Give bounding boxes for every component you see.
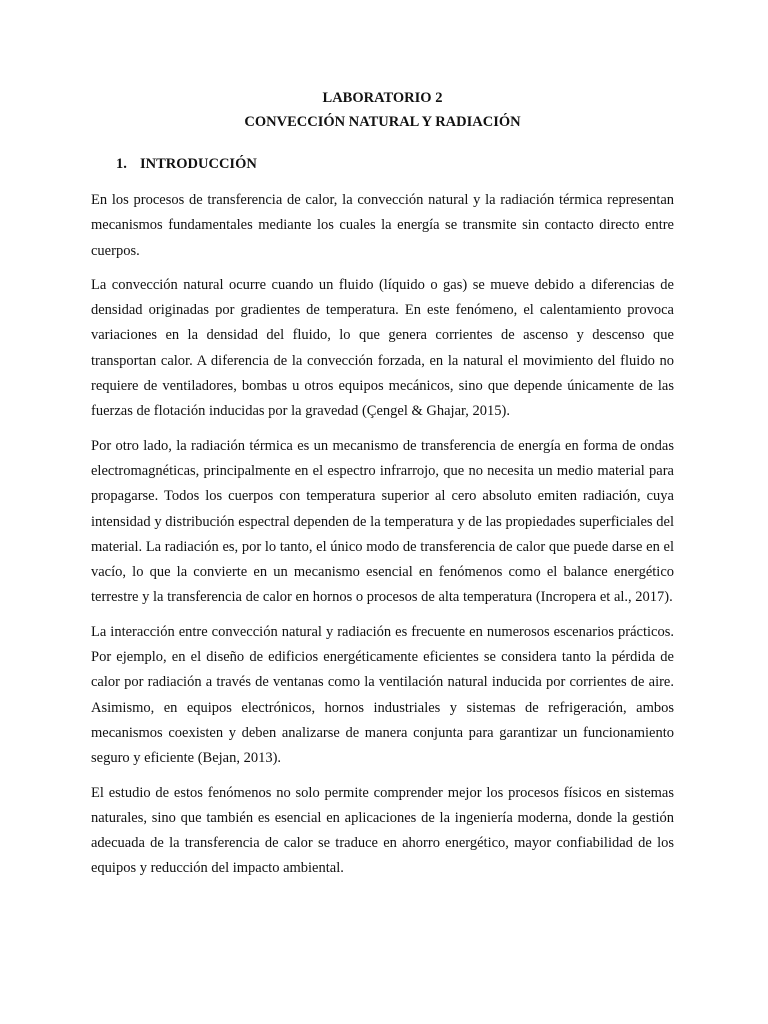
paragraph: La convección natural ocurre cuando un fluido (líquido o gas) se mueve debido a diferencias de densidad originadas por gradientes de temperatura. En este fenómeno, el calentamiento provoca variaciones en la densidad del fluido, lo que genera corrientes de ascenso y descenso que transportan calor. A diferencia de la convección forzada, en la natural el movimiento del fluido no requiere de ventiladores, bombas u otros equipos mecánicos, sino que depende únicamente de las fuerzas de flotación inducidas por la gravedad (Çengel & Ghajar, 2015). bbox=[91, 276, 674, 420]
paragraph: La interacción entre convección natural y radiación es frecuente en numerosos escenarios prácticos. Por ejemplo, en el diseño de edificios energéticamente eficientes se considera tanto la pérdida de calor por radiación a través de ventanas como la ventilación natural inducida por corrientes de aire. Asimismo, en equipos electrónicos, hornos industriales y sistemas de refrigeración, ambos mecanismos coexisten y deben analizarse de manera conjunta para garantizar un funcionamiento seguro y eficiente (Bejan, 2013). bbox=[91, 623, 674, 767]
document-subtitle: CONVECCIÓN NATURAL Y RADIACIÓN bbox=[244, 114, 521, 130]
paragraph: Por otro lado, la radiación térmica es un mecanismo de transferencia de energía en forma de ondas electromagnéticas, principalmente en el espectro infrarrojo, que no necesita un medio material para propagarse. Todos los cuerpos con temperatura superior al cero absoluto emiten radiación, cuya intensidad y distribución espectral dependen de la temperatura y de las propiedades superficiales del material. La radiación es, por lo tanto, el único modo de transferencia de calor que puede darse en el vacío, lo que la convierte en un mecanismo esencial en fenómenos como el balance energético terrestre y la transferencia de calor en hornos o procesos de alta temperatura (Incropera et al., 2017). bbox=[91, 437, 674, 606]
body-text bbox=[91, 188, 674, 882]
paragraph: El estudio de estos fenómenos no solo permite comprender mejor los procesos físicos en sistemas naturales, sino que también es esencial en aplicaciones de la ingeniería moderna, donde la gestión adecuada de la transferencia de calor se traduce en ahorro energético, mayor confiabilidad de los equipos y reducción del impacto ambiental. bbox=[91, 784, 674, 877]
paragraph: En los procesos de transferencia de calor, la convección natural y la radiación térmica representan mecanismos fundamentales mediante los cuales la energía se transmite sin contacto directo entre cuerpos. bbox=[91, 192, 674, 259]
document-content bbox=[91, 88, 674, 891]
section-heading bbox=[91, 154, 674, 174]
section-number: 1. bbox=[116, 156, 127, 172]
section-title: INTRODUCCIÓN bbox=[140, 156, 257, 172]
document-title: LABORATORIO 2 bbox=[322, 90, 443, 106]
